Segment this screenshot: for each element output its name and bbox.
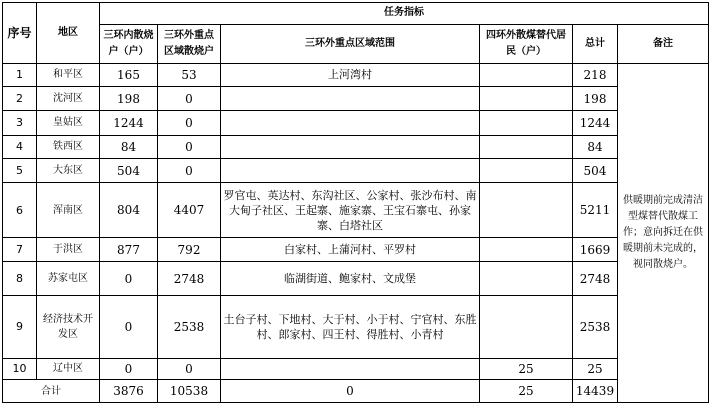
header-total: 总计 — [573, 24, 618, 63]
row-district: 皇姑区 — [37, 110, 100, 135]
row-outer-key: 53 — [158, 63, 221, 87]
row-inner: 504 — [100, 159, 158, 183]
row-seq: 3 — [3, 110, 37, 135]
row-district: 浑南区 — [37, 182, 100, 238]
row-fourth — [480, 262, 573, 296]
header-task: 任务指标 — [100, 3, 709, 25]
row-district: 于洪区 — [37, 238, 100, 262]
row-fourth — [480, 135, 573, 159]
row-fourth — [480, 63, 573, 87]
table-row — [3, 135, 709, 159]
table-row — [3, 262, 709, 296]
row-seq: 5 — [3, 159, 37, 183]
row-inner: 0 — [100, 358, 158, 380]
table-row — [3, 182, 709, 238]
row-outer-key: 0 — [158, 159, 221, 183]
row-range: 白家村、上蒲河村、平罗村 — [221, 238, 480, 262]
row-range — [221, 358, 480, 380]
table-row — [3, 110, 709, 135]
table-row — [3, 295, 709, 358]
row-total: 2748 — [573, 262, 618, 296]
totals-label: 合计 — [3, 380, 100, 403]
row-inner: 1244 — [100, 110, 158, 135]
row-total: 198 — [573, 87, 618, 111]
row-total: 218 — [573, 63, 618, 87]
header-fourth-ring: 四环外散煤替代居民（户） — [480, 24, 573, 63]
row-outer-key: 0 — [158, 135, 221, 159]
row-seq: 4 — [3, 135, 37, 159]
row-total: 5211 — [573, 182, 618, 238]
row-fourth — [480, 159, 573, 183]
row-outer-key: 0 — [158, 110, 221, 135]
row-district: 苏家屯区 — [37, 262, 100, 296]
row-district: 沈河区 — [37, 87, 100, 111]
row-inner: 877 — [100, 238, 158, 262]
row-range — [221, 110, 480, 135]
row-total: 84 — [573, 135, 618, 159]
row-inner: 198 — [100, 87, 158, 111]
row-inner: 0 — [100, 295, 158, 358]
header-district: 地区 — [37, 3, 100, 64]
row-range — [221, 159, 480, 183]
row-seq: 2 — [3, 87, 37, 111]
row-range: 罗官屯、英达村、东沟社区、公家村、张沙布村、南大甸子社区、王起寨、施家寨、王宝石寨屯、孙家寨、白塔社区 — [221, 182, 480, 238]
row-district: 辽中区 — [37, 358, 100, 380]
table-row — [3, 87, 709, 111]
row-seq: 7 — [3, 238, 37, 262]
row-seq: 8 — [3, 262, 37, 296]
totals-outer-key: 10538 — [158, 380, 221, 403]
table-row — [3, 63, 709, 87]
row-range: 上河湾村 — [221, 63, 480, 87]
row-inner: 804 — [100, 182, 158, 238]
table-row — [3, 358, 709, 380]
header-note: 备注 — [618, 24, 709, 63]
row-range: 临湖街道、鲍家村、文成堡 — [221, 262, 480, 296]
row-range: 土台子村、下地村、大于村、小于村、宁官村、东胜村、郎家村、四王村、得胜村、小青村 — [221, 295, 480, 358]
totals-total: 14439 — [573, 380, 618, 403]
totals-fourth: 25 — [480, 380, 573, 403]
task-indicator-table — [2, 2, 709, 403]
row-outer-key: 2538 — [158, 295, 221, 358]
row-total: 504 — [573, 159, 618, 183]
row-fourth — [480, 110, 573, 135]
row-total: 25 — [573, 358, 618, 380]
header-seq: 序号 — [3, 3, 37, 64]
row-seq: 6 — [3, 182, 37, 238]
row-district: 铁西区 — [37, 135, 100, 159]
row-outer-key: 0 — [158, 358, 221, 380]
totals-inner: 3876 — [100, 380, 158, 403]
row-fourth — [480, 238, 573, 262]
row-district: 经济技术开发区 — [37, 295, 100, 358]
totals-row — [3, 380, 709, 403]
row-seq: 1 — [3, 63, 37, 87]
row-inner: 0 — [100, 262, 158, 296]
row-fourth — [480, 182, 573, 238]
row-outer-key: 0 — [158, 87, 221, 111]
note-cell: 供暖期前完成清洁型煤替代散煤工作；意向拆迁在供暖期前未完成的，视同散烧户。 — [618, 63, 709, 402]
table-row — [3, 238, 709, 262]
header-outer-key: 三环外重点区域散烧户 — [158, 24, 221, 63]
row-total: 1669 — [573, 238, 618, 262]
row-range — [221, 135, 480, 159]
header-inner: 三环内散烧户（户） — [100, 24, 158, 63]
row-total: 1244 — [573, 110, 618, 135]
row-district: 和平区 — [37, 63, 100, 87]
row-fourth — [480, 295, 573, 358]
row-seq: 10 — [3, 358, 37, 380]
totals-range: 0 — [221, 380, 480, 403]
table-row — [3, 159, 709, 183]
row-outer-key: 792 — [158, 238, 221, 262]
row-range — [221, 87, 480, 111]
row-inner: 165 — [100, 63, 158, 87]
header-outer-range: 三环外重点区域范围 — [221, 24, 480, 63]
row-outer-key: 4407 — [158, 182, 221, 238]
row-inner: 84 — [100, 135, 158, 159]
row-seq: 9 — [3, 295, 37, 358]
row-total: 2538 — [573, 295, 618, 358]
row-outer-key: 2748 — [158, 262, 221, 296]
row-district: 大东区 — [37, 159, 100, 183]
row-fourth: 25 — [480, 358, 573, 380]
row-fourth — [480, 87, 573, 111]
